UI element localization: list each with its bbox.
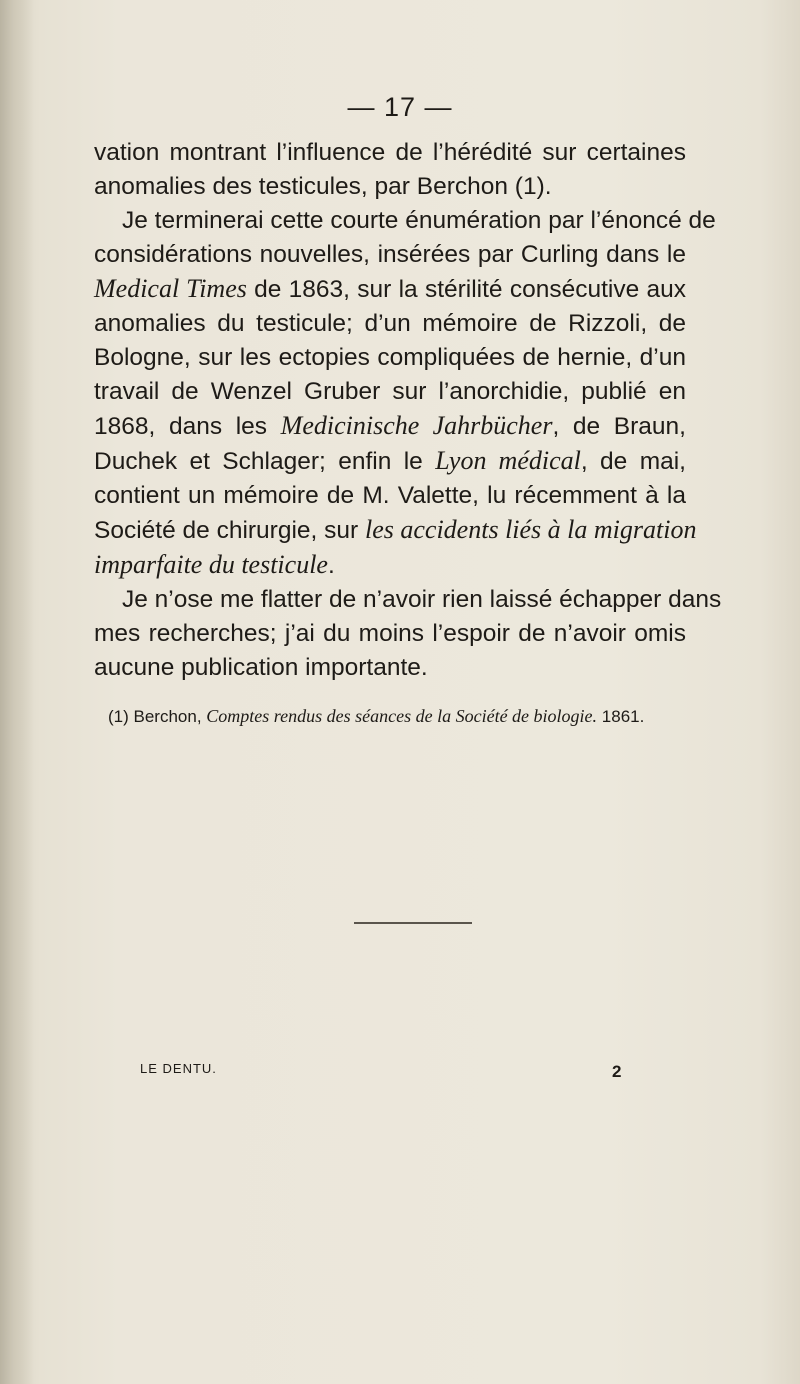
text-fragment: de 1863, sur la stérilité consécutive aux: [246, 276, 687, 303]
footnote-title: Comptes rendus des séances de la Société de biologie.: [206, 706, 598, 726]
text-fragment: , de mai,: [580, 448, 686, 475]
text-fragment: Société de chirurgie, sur: [94, 517, 365, 544]
footnote: [108, 706, 708, 727]
work-title: imparfaite du testicule: [94, 550, 328, 579]
text-fragment: , de Braun,: [552, 413, 686, 440]
text-fragment: 1868, dans les: [94, 413, 281, 440]
text-line: Je n’ose me flatter de n’avoir rien laissé échapper dans: [122, 586, 722, 613]
page-edge-shadow: [0, 0, 34, 1384]
text-line: Bologne, sur les ectopies compliquées de hernie, d’un: [94, 344, 686, 371]
text-line: contient un mémoire de M. Valette, lu récemment à la: [94, 482, 686, 509]
text-fragment: Duchek et Schlager; enfin le: [94, 448, 436, 475]
text-line: travail de Wenzel Gruber sur l’anorchidie, publié en: [94, 378, 686, 405]
footnote-author: Berchon,: [133, 707, 202, 726]
text-line: [94, 444, 686, 479]
sheet-number: 2: [612, 1062, 622, 1081]
text-line: [94, 548, 686, 583]
journal-title: Lyon médical: [435, 446, 581, 475]
journal-title: Medical Times: [94, 274, 247, 303]
body-text: [94, 136, 722, 685]
text-line: [94, 409, 686, 444]
text-line: Je terminerai cette courte énumération par l’énoncé de: [122, 207, 716, 234]
journal-title: Medicinische Jahrbücher: [280, 411, 553, 440]
footnote-year: 1861.: [601, 707, 645, 726]
text-line: vation montrant l’influence de l’hérédité sur certaines: [94, 139, 686, 166]
signature-mark: LE DENTU.: [140, 1061, 217, 1076]
work-title: les accidents liés à la migration: [365, 515, 697, 544]
text-line: anomalies du testicule; d’un mémoire de Rizzoli, de: [94, 310, 686, 337]
text-line: aucune publication importante.: [94, 654, 428, 681]
footnote-marker: (1): [108, 707, 129, 726]
text-fragment: .: [327, 552, 335, 579]
text-line: considérations nouvelles, insérées par Curling dans le: [94, 241, 686, 268]
horizontal-rule: [354, 922, 472, 924]
page-number: — 17 —: [347, 92, 453, 122]
text-line: [94, 513, 697, 548]
text-line: anomalies des testicules, par Berchon (1).: [94, 173, 552, 200]
text-line: [94, 272, 686, 307]
text-line: mes recherches; j’ai du moins l’espoir de n’avoir omis: [94, 620, 686, 647]
